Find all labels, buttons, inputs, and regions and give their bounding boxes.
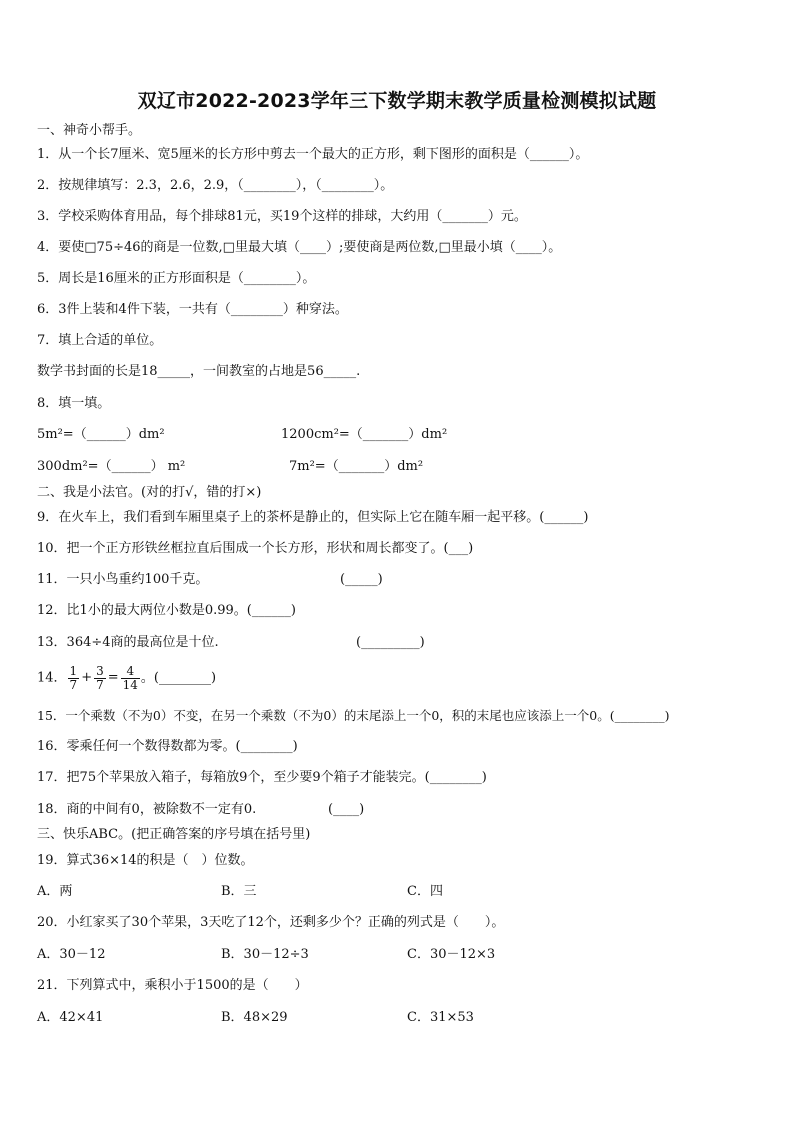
question-8-item-b: 1200cm²=（_______）dm² (281, 427, 448, 442)
fraction-2-denominator: 7 (96, 677, 104, 692)
question-14-number: 14． (37, 670, 67, 686)
section-heading-3: 三、快乐ABC。(把正确答案的序号填在括号里) (37, 827, 311, 842)
section-heading-1: 一、神奇小帮手。 (37, 123, 142, 138)
question-14 (37, 662, 216, 695)
question-21-option-a: A．42×41 (37, 1010, 104, 1025)
question-11: 11．一只小鸟重约100千克。 (37, 572, 209, 587)
question-2: 2．按规律填写：2.3，2.6，2.9，（________），（________）。 (37, 178, 394, 193)
plus-sign: + (81, 670, 93, 685)
question-7-body: 数学书封面的长是18_____，一间教室的占地是56_____. (37, 364, 361, 379)
question-18: 18．商的中间有0，被除数不一定有0. (37, 802, 257, 817)
question-21-option-c: C．31×53 (407, 1010, 474, 1025)
question-19-option-b: B．三 (221, 884, 257, 899)
question-20-option-a: A．30－12 (37, 947, 106, 962)
question-4: 4．要使□75÷46的商是一位数,□里最大填（____）;要使商是两位数,□里最小填（____）。 (37, 240, 562, 255)
question-8-item-d: 7m²=（_______）dm² (289, 459, 424, 474)
question-12: 12．比1小的最大两位小数是0.99。(______) (37, 603, 296, 618)
fraction-1-denominator: 7 (69, 677, 78, 692)
question-18-answer-blank: (____) (328, 802, 365, 817)
question-8-item-a: 5m²=（______）dm² (37, 427, 165, 442)
question-19: 19．算式36×14的积是（ ）位数。 (37, 853, 254, 868)
question-13: 13．364÷4商的最高位是十位. (37, 635, 219, 650)
fraction-2 (94, 665, 106, 692)
page-title: 双辽市2022-2023学年三下数学期末教学质量检测模拟试题 (137, 90, 657, 112)
equals-sign: = (107, 670, 119, 685)
question-14-suffix: 。(________) (140, 670, 217, 686)
question-7: 7．填上合适的单位。 (37, 333, 163, 348)
question-1: 1．从一个长7厘米、宽5厘米的长方形中剪去一个最大的正方形，剩下图形的面积是（______）。 (37, 147, 589, 162)
question-20-option-b: B．30－12÷3 (221, 947, 309, 962)
question-16: 16．零乘任何一个数得数都为零。(________) (37, 739, 298, 754)
question-20-option-c: C．30－12×3 (407, 947, 496, 962)
question-17: 17．把75个苹果放入箱子，每箱放9个，至少要9个箱子才能装完。(________) (37, 770, 487, 785)
question-11-answer-blank: (_____) (340, 572, 383, 587)
fraction-3-denominator: 14 (122, 677, 138, 692)
section-heading-2: 二、我是小法官。(对的打√，错的打×) (37, 485, 262, 500)
question-6: 6．3件上装和4件下装，一共有（________）种穿法。 (37, 302, 348, 317)
question-19-option-a: A．两 (37, 884, 73, 899)
question-5: 5．周长是16厘米的正方形面积是（________）。 (37, 271, 316, 286)
question-21: 21．下列算式中，乘积小于1500的是（ ） (37, 978, 308, 993)
question-8-item-c: 300dm²=（______） m² (37, 459, 186, 474)
fraction-1 (68, 665, 80, 692)
question-10: 10．把一个正方形铁丝框拉直后围成一个长方形，形状和周长都变了。(___) (37, 541, 474, 556)
fraction-1-numerator: 1 (69, 663, 78, 678)
fraction-2-numerator: 3 (96, 663, 104, 678)
question-3: 3．学校采购体育用品，每个排球81元，买19个这样的排球，大约用（_______）元。 (37, 209, 527, 224)
question-21-option-b: B．48×29 (221, 1010, 288, 1025)
question-20: 20．小红家买了30个苹果，3天吃了12个，还剩多少个？正确的列式是（ ）。 (37, 915, 505, 930)
question-15: 15．一个乘数（不为0）不变，在另一个乘数（不为0）的末尾添上一个0，积的末尾也应该添上一个0。(________) (37, 708, 670, 723)
fraction-3 (121, 665, 140, 692)
question-19-option-c: C．四 (407, 884, 443, 899)
fraction-3-numerator: 4 (121, 665, 140, 679)
question-9: 9．在火车上，我们看到车厢里桌子上的茶杯是静止的，但实际上它在随车厢一起平移。(______) (37, 510, 589, 525)
question-13-answer-blank: (_________) (356, 635, 425, 650)
question-8: 8．填一填。 (37, 396, 111, 411)
